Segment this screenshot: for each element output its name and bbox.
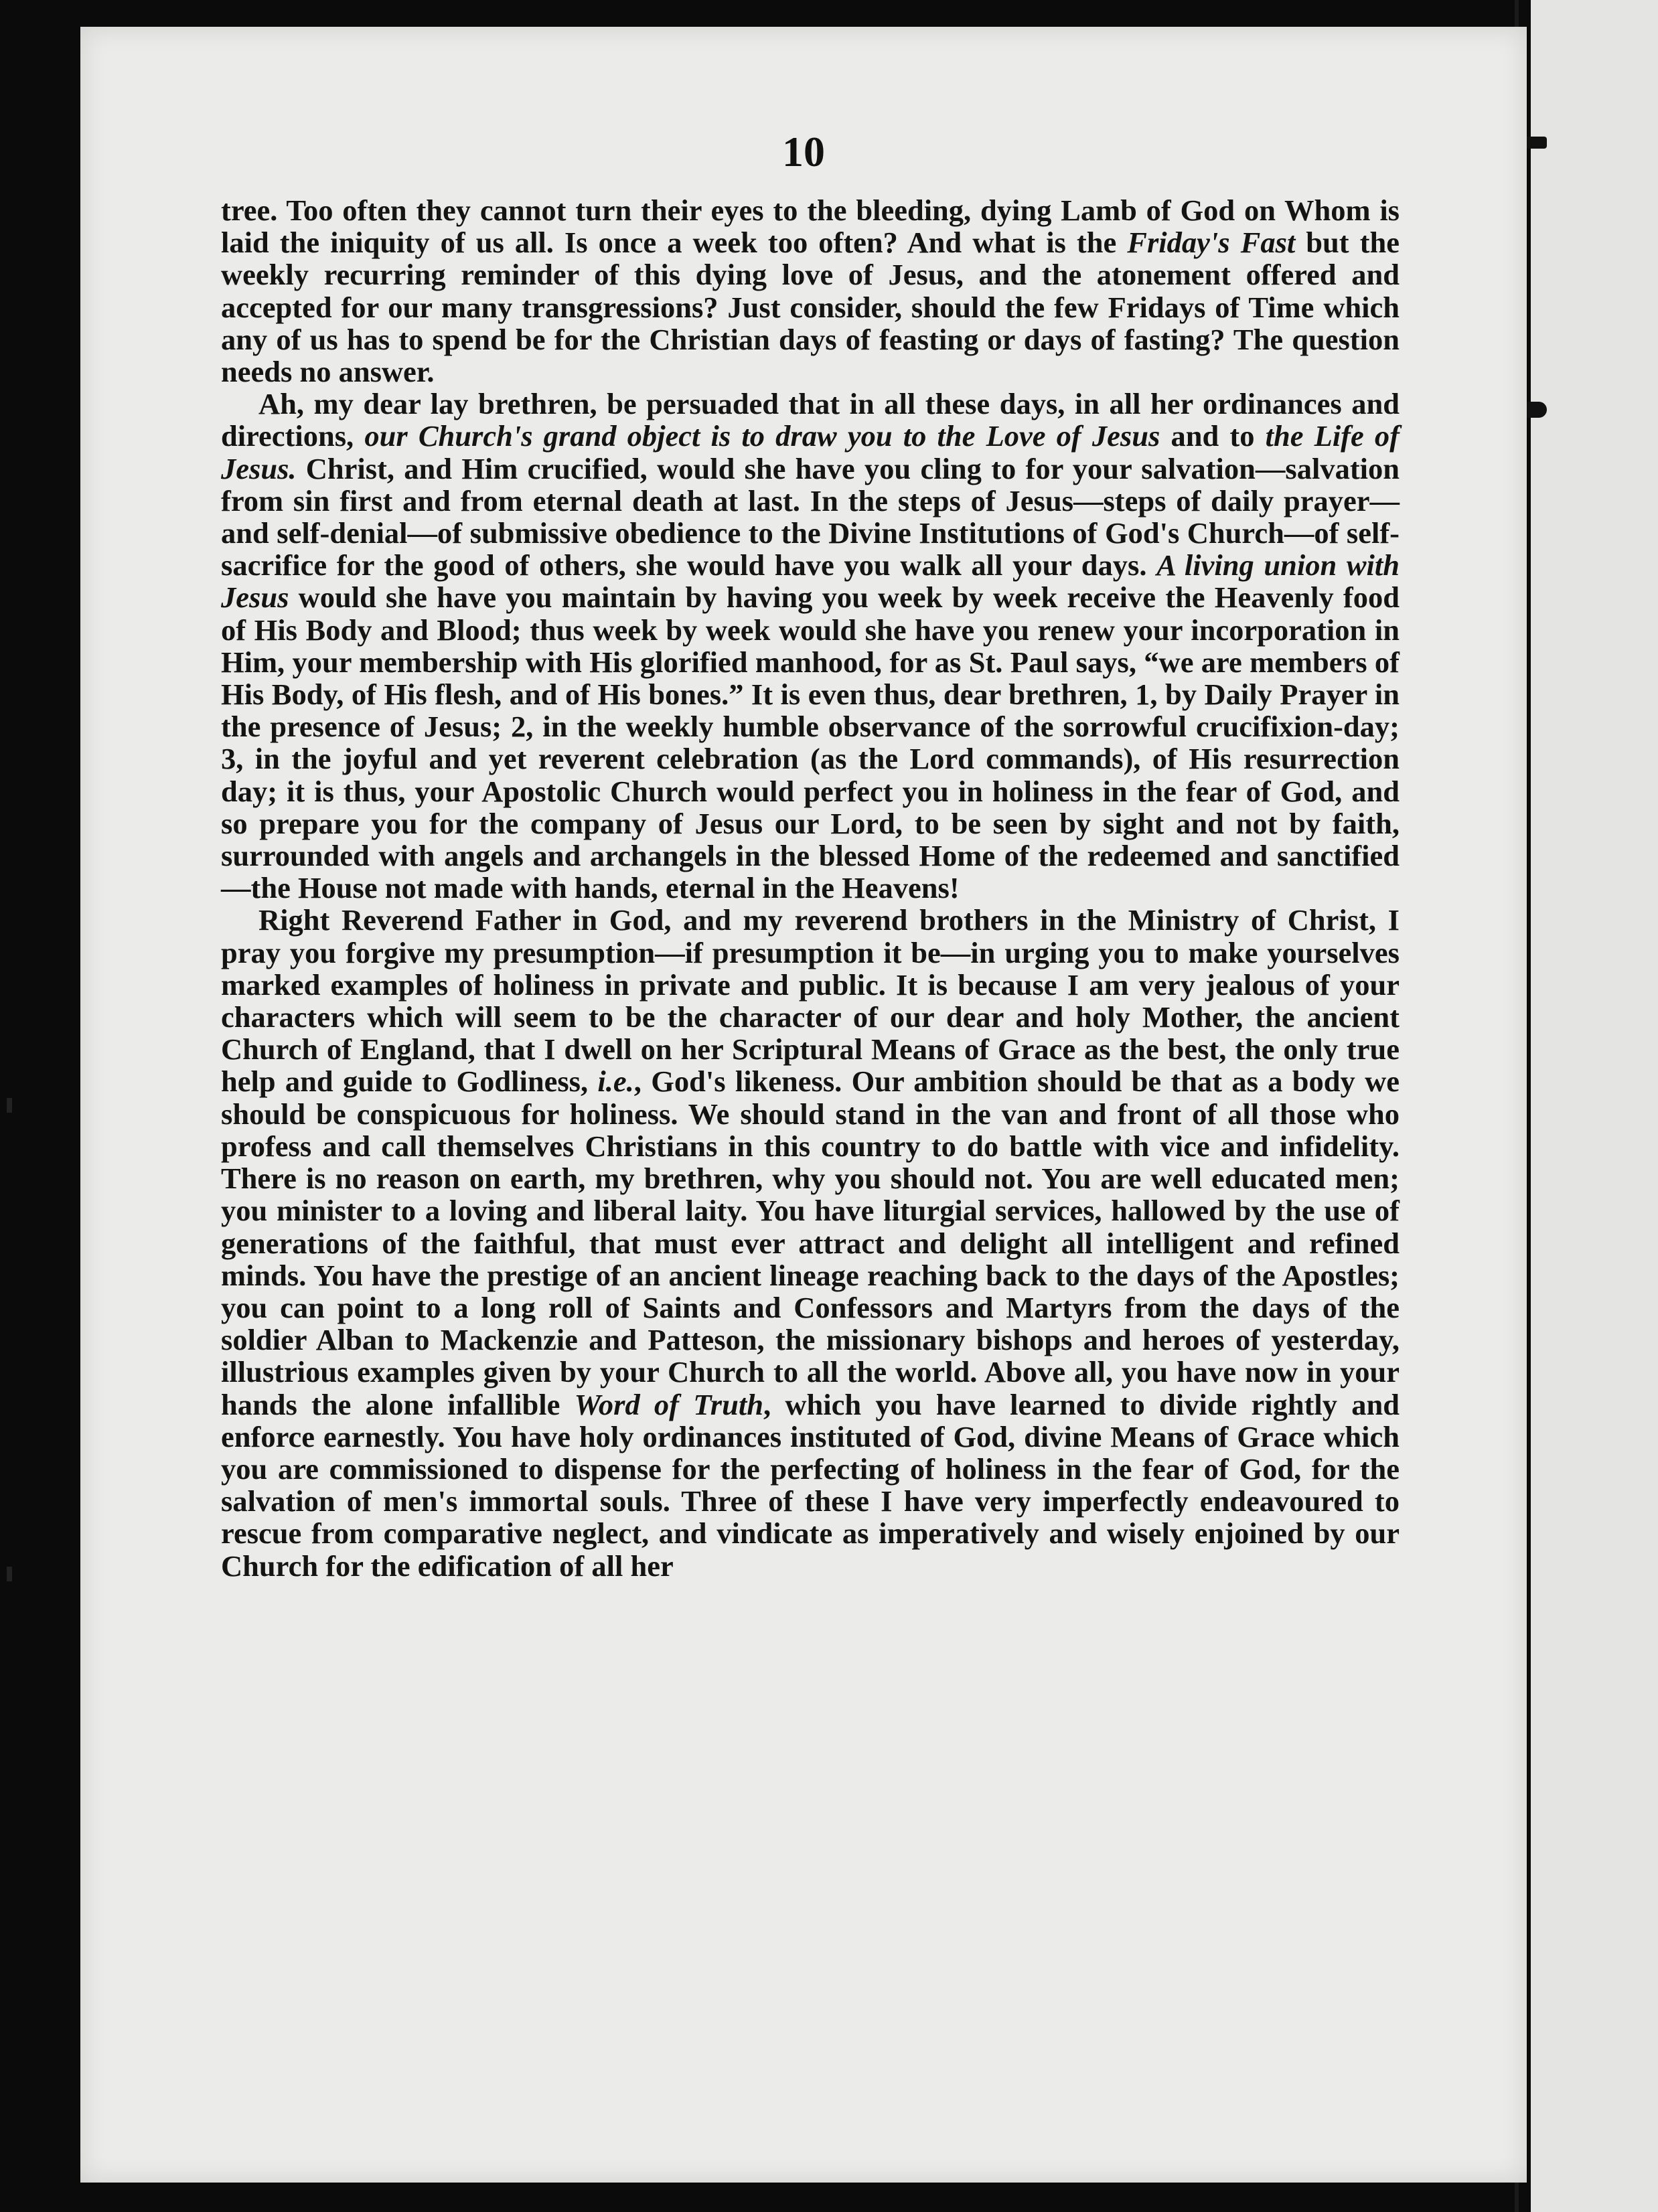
text-run: Christ, and Him crucified, would she have you cling to for your salvation—salvation from sin first and from eternal death at last. In the steps of Jesus—steps of daily prayer—and self-denial—of submissive obedience to the Divine Institutions of God's Church—of self-sacrifice for the good of others, she would have you walk all your days. bbox=[221, 451, 1400, 582]
scan-edge-mark bbox=[7, 1098, 12, 1113]
italic-text: i.e. bbox=[597, 1064, 634, 1099]
text-run: , God's likeness. Our ambition should be that as a body we should be conspicuous for holiness. We should stand in the van and front of all those who profess and call themselves Christians in this country to do battle with vice and infidelity. There is no reason on earth, my brethren, why you should not. You are well educated men; you minister to a loving and liberal laity. You have liturgial services, hallowed by the use of generations of the faithful, that must ever attract and delight all intelligent and refined minds. You have the prestige of an ancient lineage reaching back to the days of the Apostles; you can point to a long roll of Saints and Confessors and Martyrs from the days of the soldier Alban to Mackenzie and Patteson, the missionary bishops and heroes of yesterday, illustrious examples given by your Church to all the world. Above all, you have now in your hands the alone infallible bbox=[221, 1064, 1400, 1421]
page-number: 10 bbox=[782, 128, 825, 175]
italic-text: the Life of Jesus. bbox=[221, 419, 1400, 485]
document-page bbox=[80, 27, 1527, 2183]
text-run: but the weekly recurring reminder of this dying love of Jesus, and the atonement offered and accepted for our many transgressions? Just consider, should the few Fridays of Time which any of us has to spend be for the Christian days of feasting or days of fasting? The question needs no answer. bbox=[221, 226, 1400, 389]
paragraph bbox=[221, 904, 1400, 1581]
text-run: Ah, my dear lay brethren, be persuaded that in all these days, in all her ordinances and directions, bbox=[221, 387, 1400, 453]
scan-edge-mark bbox=[7, 1567, 12, 1581]
adjacent-page-edge bbox=[1531, 0, 1658, 2212]
italic-text: Friday's Fast bbox=[1127, 226, 1296, 260]
italic-text: our Church's grand object is to draw you to the Love of Jesus bbox=[364, 419, 1160, 453]
text-run: and to bbox=[1160, 419, 1266, 453]
text-run: would she have you maintain by having you week by week receive the Heavenly food of His Body and Blood; thus week by week would she have you renew your incorporation in Him, your membership with His glorified manhood, for as St. Paul says, “we are members of His Body, of His flesh, and of His bones.” It is even thus, dear brethren, 1, by Daily Prayer in the presence of Jesus; 2, in the weekly humble observance of the sorrowful crucifixion-day; 3, in the joyful and yet reverent celebration (as the Lord commands), of His resurrection day; it is thus, your Apostolic Church would perfect you in holiness in the fear of God, and so prepare you for the company of Jesus our Lord, to be seen by sight and not by faith, surrounded with angels and archangels in the blessed Home of the redeemed and sanctified—the House not made with hands, eternal in the Heavens! bbox=[221, 580, 1400, 905]
text-run: tree. Too often they cannot turn their eyes to the bleeding, dying Lamb of God on Whom is laid the iniquity of us all. Is once a week too often? And what is the bbox=[221, 193, 1400, 260]
text-run: Right Reverend Father in God, and my reverend brothers in the Ministry of Christ, I pray you forgive my presumption—if presumption it be—in urging you to make yourselves marked examples of holiness in private and public. It is because I am very jealous of your characters which will seem to be the character of our dear and holy Mother, the ancient Church of England, that I dwell on her Scriptural Means of Grace as the best, the only true help and guide to Godliness, bbox=[221, 903, 1400, 1099]
italic-text: Word of Truth bbox=[574, 1387, 763, 1421]
paragraph bbox=[221, 388, 1400, 904]
paragraph bbox=[221, 194, 1400, 388]
italic-text: A living union with Jesus bbox=[221, 548, 1400, 615]
body-text bbox=[221, 194, 1400, 1582]
text-run: , which you have learned to divide rightly and enforce earnestly. You have holy ordinances instituted of God, divine Means of Grace which you are commissioned to dispense for the perfecting of holiness in the fear of God, for the salvation of men's immortal souls. Three of these I have very imperfectly endeavoured to rescue from comparative neglect, and vindicate as imperatively and wisely enjoined by our Church for the edification of all her bbox=[221, 1387, 1400, 1583]
